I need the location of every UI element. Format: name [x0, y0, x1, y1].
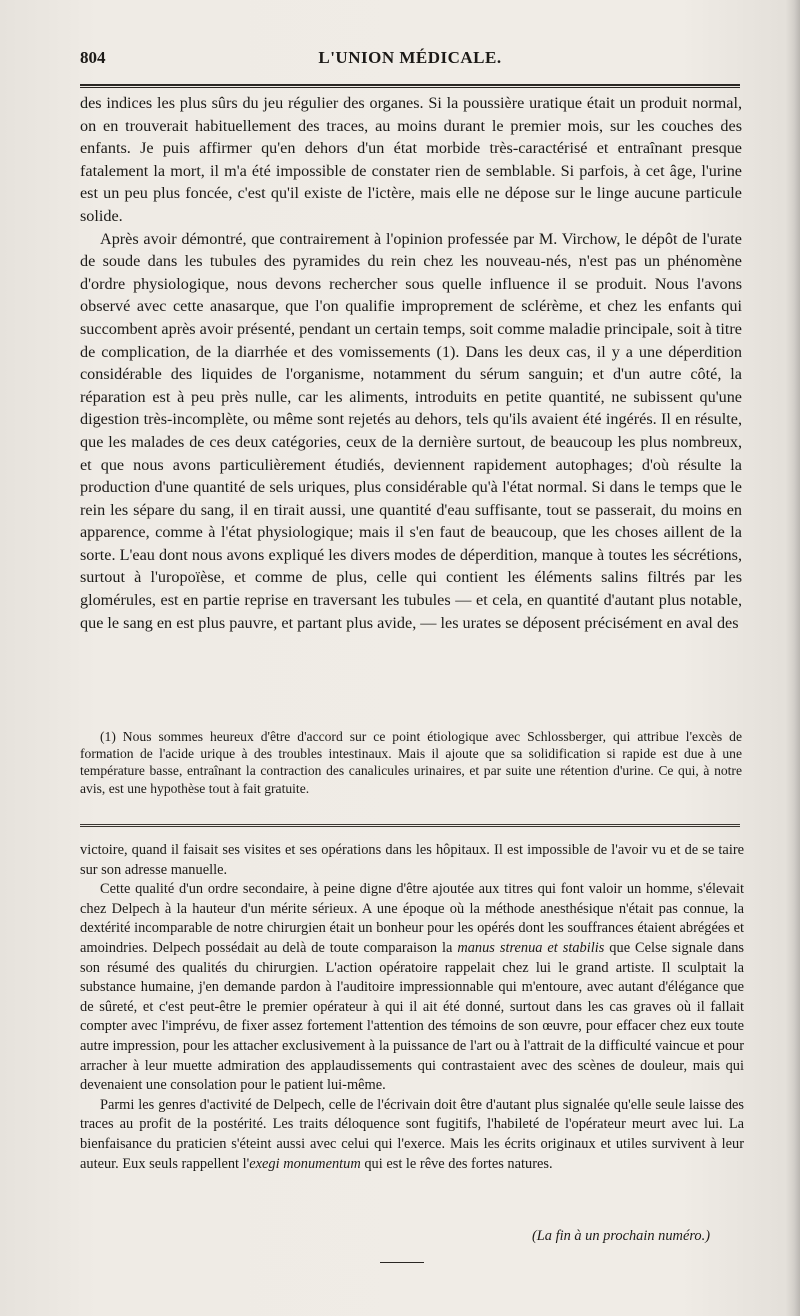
latin-quote: manus strenua et stabilis — [457, 939, 605, 956]
header-rule — [80, 84, 740, 88]
article-body — [80, 92, 742, 634]
article-paragraph: Après avoir démontré, que contrairement à l'opinion professée par M. Virchow, le dépôt de l'urate de soude dans les tubules des pyramides du rein chez les nouveau-nés, n'est pas un phénomène d'ordre physiologique, nous devons rechercher sous quelle influence il se produit. Nous l'avons observé avec cette anasarque, que l'on qualifie improprement de sclérème, et chez les enfants qui succombent après avoir présenté, pendant un certain temps, soit comme maladie principale, soit à titre de complication, de la diarrhée et des vomissements (1). Dans les deux cas, il y a une déperdition considérable des liquides de l'organisme, notamment du sérum sanguin; et d'un autre côté, la réparation est à peu près nulle, car les aliments, introduits en petite quantité, ne subissent qu'une digestion très-incomplète, ou même sont rejetés au dehors, tels qu'ils avaient été ingérés. Il en résulte, que les malades de ces deux catégories, ceux de la dernière surtout, de beaucoup les plus nombreux, et que nous avons particulièrement étudiés, deviennent rapidement autophages; d'où résulte la production d'une quantité de sels uriques, plus considérable qu'à l'état normal. Si dans le temps que le rein les sépare du sang, il en tirait aussi, une quantité d'eau suffisante, tout se passerait, du moins en apparence, comme à l'état physiologique; mais il s'en faut de beaucoup, que les choses aillent de la sorte. L'eau dont nous avons expliqué les divers modes de déperdition, manque à toutes les sécrétions, surtout à l'uropoïèse, et comme de plus, celle qui contient les éléments salins filtrés par les glomérules, est en partie reprise en traversant les tubules — et cela, en quantité d'autant plus notable, que le sang en est plus pauvre, et partant plus avide, — les urates se déposent précisément en aval des — [80, 229, 742, 632]
feuilleton-paragraph — [80, 880, 744, 1096]
page-number: 804 — [80, 48, 106, 67]
running-header — [80, 44, 740, 78]
feuilleton-separator — [80, 824, 740, 827]
end-rule — [380, 1262, 424, 1263]
page-gutter-shadow — [786, 0, 800, 1316]
feuilleton-text: Cette qualité d'un ordre secondaire, à peine digne d'être ajoutée aux titres qui font valoir un homme, s'élevait chez Delpech à la hauteur d'un mérite sérieux. A une époque où la méthode anesthésique n'était pas connue, la dextérité incomparable de notre chirurgien était un bonheur pour les opérés dont les souffrances étaient abrégées et amoindries. Delpech possédait au delà de toute comparaison la — [80, 881, 744, 956]
journal-title: L'UNION MÉDICALE. — [318, 48, 502, 67]
feuilleton-body — [80, 841, 744, 1174]
continued-notice: (La fin à un prochain numéro.) — [531, 1228, 710, 1244]
footnote: (1) Nous sommes heureux d'être d'accord sur ce point étiologique avec Schlossberger, qui attribue l'excès de formation de l'acide urique à des troubles intestinaux. Mais il ajoute que sa solidification si rapide est due à une température basse, entraînant la contraction des canalicules urinaires, et par suite une rétention d'urine. Ce qui, à notre avis, est une hypothèse tout à fait gratuite. — [80, 729, 742, 796]
feuilleton-paragraph — [80, 1096, 744, 1174]
article-paragraph: des indices les plus sûrs du jeu régulier des organes. Si la poussière uratique était un produit normal, on en trouverait habituellement des traces, au moins durant le premier mois, sur les couches des enfants. Je puis affirmer qu'en dehors d'un état morbide très-caractérisé et entraînant presque fatalement la mort, il m'a été impossible de constater rien de semblable. Si parfois, à cet âge, l'urine est un peu plus foncée, c'est qu'il existe de l'ictère, mais elle ne dépose sur le linge aucune particule solide. — [80, 94, 742, 225]
feuilleton-paragraph: victoire, quand il faisait ses visites et ses opérations dans les hôpitaux. Il est impossible de l'avoir vu et de se taire sur son adresse manuelle. — [80, 842, 744, 878]
feuilleton-text: qui est le rêve des fortes natures. — [364, 1155, 553, 1172]
feuilleton-text: Parmi les genres d'activité de Delpech, celle de l'écrivain doit être d'autant plus signalée qu'elle seule laisse des traces au profit de la postérité. Les traits déloquence sont fugitifs, l'habileté de l'opérateur meurt avec lui. La bienfaisance du praticien s'éteint aussi avec celui qui l'exerce. Mais les écrits originaux et utiles survivent à leur auteur. Eux seuls rappellent l' — [80, 1096, 744, 1172]
latin-quote: exegi monumentum — [249, 1155, 361, 1172]
feuilleton-text: que Celse signale dans son résumé des qualités du chirurgien. L'action opératoire rappelait chez lui le grand artiste. Il sculptait la substance humaine, j'en demande pardon à l'auditoire impressionnable qui m'entoure, avec autant d'élégance que de sûreté, et c'est peut-être le premier opérateur à qui il ait été donné, surtout dans les cas graves où il fallait compter avec l'imprévu, de fixer assez fortement l'attention des témoins de son œuvre, pour effacer chez eux toute autre impression, pour les attacher exclusivement à la puissance de l'art ou à l'attrait de la difficulté vaincue et pour arracher à leur muette admiration des applaudissements qui contrastaient avec des scènes de douleur, mais qui devenaient une consolation pour le patient lui-même. — [80, 939, 745, 1094]
